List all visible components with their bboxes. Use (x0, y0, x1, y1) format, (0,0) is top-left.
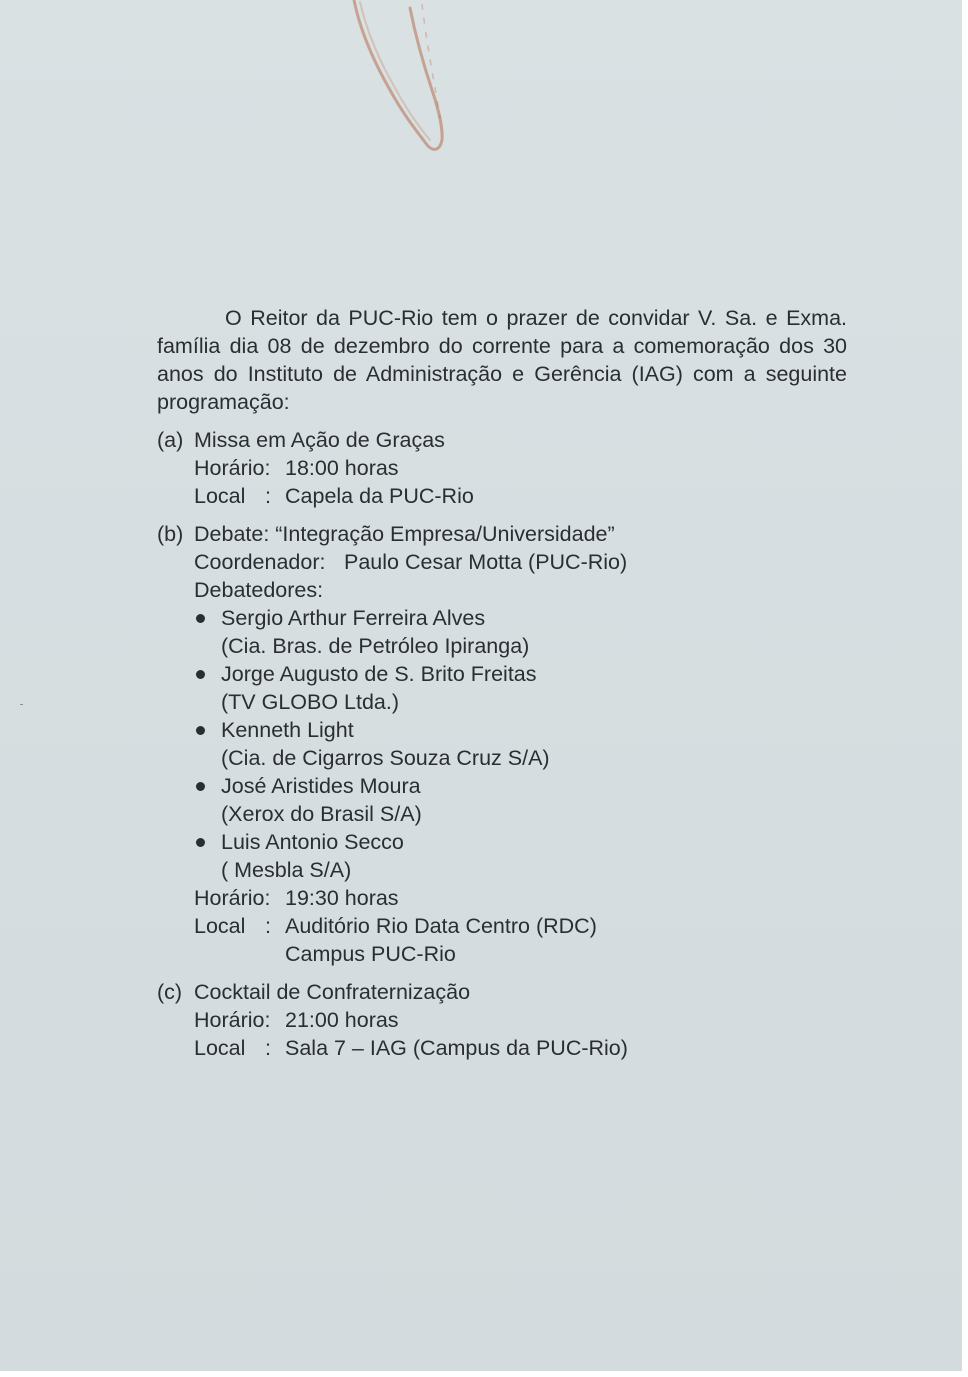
horario-row (194, 884, 847, 912)
debater-item (194, 604, 847, 660)
program-item-b (157, 520, 847, 968)
debater-name: Luis Antonio Secco (221, 830, 404, 854)
local-value (285, 912, 597, 968)
horario-row (194, 1006, 847, 1034)
horario-value: 19:30 horas (285, 886, 399, 910)
item-title: Cocktail de Confraternização (194, 980, 471, 1004)
local-value: Sala 7 – IAG (Campus da PUC-Rio) (285, 1036, 628, 1060)
local-label: Local (194, 914, 246, 938)
coordinator-value: Paulo Cesar Motta (PUC-Rio) (344, 550, 628, 574)
local-label: Local (194, 484, 246, 508)
bullet-icon (196, 614, 205, 623)
local-value-line-2: Campus PUC-Rio (285, 942, 456, 966)
coordinator-label: Coordenador: (194, 550, 326, 574)
item-title: Missa em Ação de Graças (194, 428, 445, 452)
local-row (194, 1034, 847, 1062)
debater-name: Sergio Arthur Ferreira Alves (221, 606, 486, 630)
program-item-c (157, 978, 847, 1062)
item-body (194, 520, 847, 968)
coordinator-row (194, 548, 847, 576)
bullet-icon (196, 726, 205, 735)
horario-row (194, 454, 847, 482)
bullet-icon (196, 670, 205, 679)
debaters-label: Debatedores: (194, 578, 324, 602)
item-letter: (b) (157, 522, 184, 546)
horario-value: 18:00 horas (285, 456, 399, 480)
item-body (194, 426, 847, 510)
debater-org: (Xerox do Brasil S/A) (221, 802, 422, 826)
local-row (194, 912, 847, 968)
local-value-line-1: Auditório Rio Data Centro (RDC) (285, 914, 597, 938)
local-separator: : (265, 484, 271, 508)
debater-item (194, 772, 847, 828)
item-title: Debate: “Integração Empresa/Universidade” (194, 522, 615, 546)
horario-value: 21:00 horas (285, 1008, 399, 1032)
debater-name: Jorge Augusto de S. Brito Freitas (221, 662, 537, 686)
local-separator: : (265, 1036, 271, 1060)
debater-org: (Cia. Bras. de Petróleo Ipiranga) (221, 634, 530, 658)
debater-item (194, 716, 847, 772)
horario-label: Horário: (194, 1008, 271, 1032)
debater-org: (TV GLOBO Ltda.) (221, 690, 400, 714)
item-body (194, 978, 847, 1062)
debater-item (194, 660, 847, 716)
debaters-list (194, 604, 847, 884)
local-separator: : (265, 914, 271, 938)
horario-label: Horário: (194, 456, 271, 480)
local-label: Local (194, 1036, 246, 1060)
debater-name: José Aristides Moura (221, 774, 421, 798)
debater-item (194, 828, 847, 884)
debater-name: Kenneth Light (221, 718, 354, 742)
local-value: Capela da PUC-Rio (285, 484, 474, 508)
invitation-content (157, 304, 847, 1062)
bullet-icon (196, 782, 205, 791)
horario-label: Horário: (194, 886, 271, 910)
paperclip-rust-stain (340, 0, 470, 160)
bullet-icon (196, 838, 205, 847)
debater-org: (Cia. de Cigarros Souza Cruz S/A) (221, 746, 550, 770)
debater-org: ( Mesbla S/A) (221, 858, 352, 882)
item-letter: (c) (157, 980, 183, 1004)
local-row (194, 482, 847, 510)
item-letter: (a) (157, 428, 184, 452)
paper-speck (20, 704, 23, 705)
intro-paragraph: O Reitor da PUC-Rio tem o prazer de convidar V. Sa. e Exma. família dia 08 de dezembro do corrente para a comemoração dos 30 anos do Instituto de Administração e Gerência (IAG) com a seguinte programação: (157, 306, 847, 414)
program-item-a (157, 426, 847, 510)
